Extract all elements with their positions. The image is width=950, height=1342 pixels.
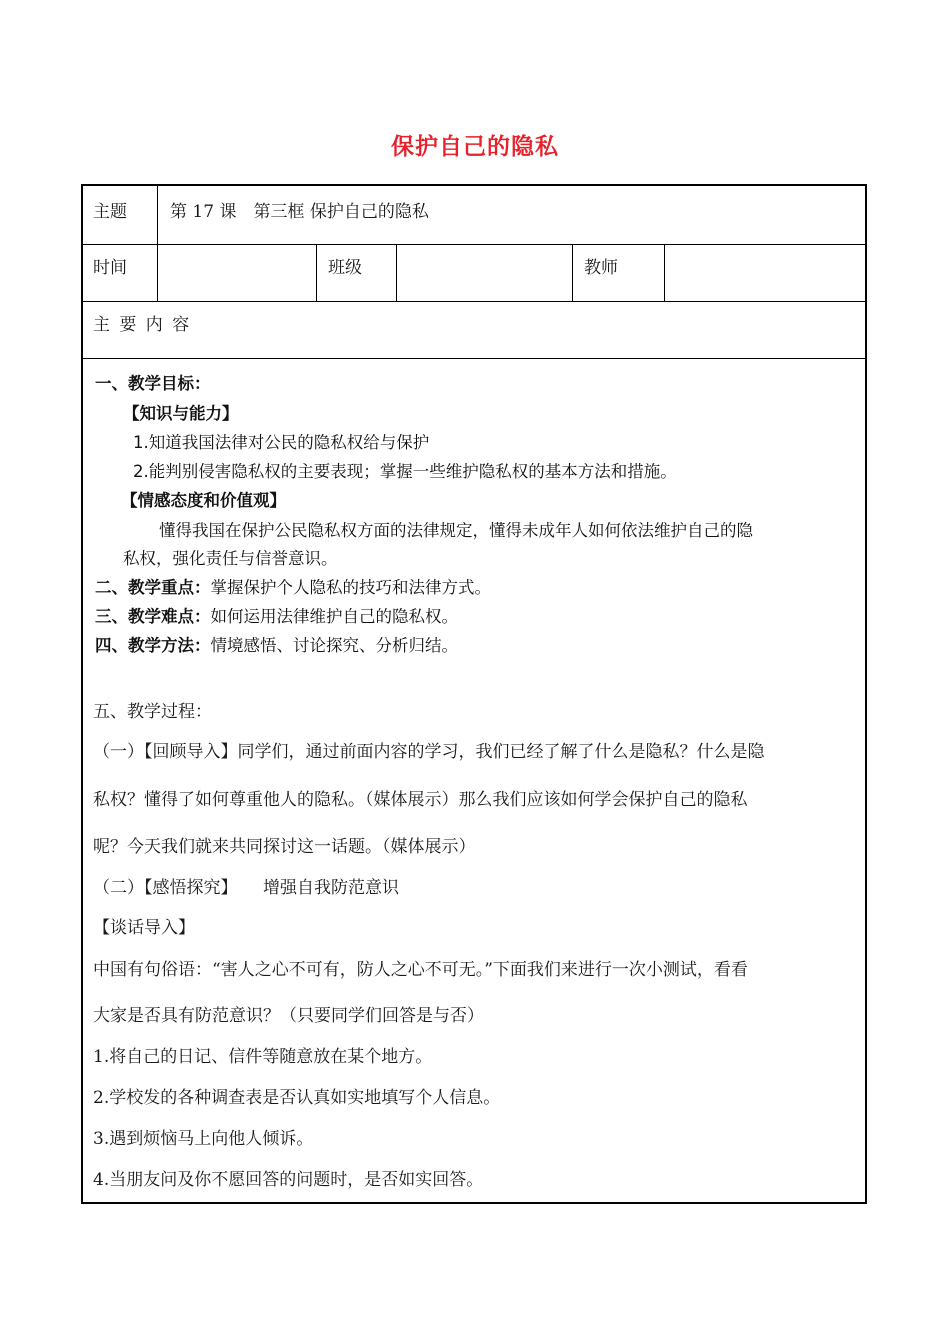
emotion-text: 懂得我国在保护公民隐私权方面的法律规定，懂得未成年人如何依法维护自己的隐: [159, 521, 753, 540]
document-title: 保护自己的隐私: [391, 134, 559, 160]
knowledge-heading: 【知识与能力】: [123, 404, 239, 423]
process-heading: 五、教学过程：: [93, 702, 212, 722]
table-divider: [316, 244, 317, 302]
topic-label: 主题: [93, 202, 127, 222]
section-heading: （二）【感悟探究】 增强自我防范意识: [93, 878, 399, 898]
table-divider: [396, 244, 397, 302]
table-divider: [81, 244, 867, 245]
objectives-heading: 一、教学目标：: [95, 374, 211, 393]
emotion-heading: 【情感态度和价值观】: [121, 491, 286, 510]
class-label: 班级: [328, 258, 362, 278]
time-label: 时间: [93, 258, 127, 278]
difficulty-label: 三、教学难点：: [95, 607, 211, 626]
table-divider: [157, 184, 158, 302]
table-divider: [81, 358, 867, 359]
paragraph-line: 大家是否具有防范意识？（只要同学们回答是与否）: [93, 1006, 484, 1026]
topic-value: 第 17 课 第三框 保护自己的隐私: [170, 202, 429, 222]
section-heading: 【谈话导入】: [93, 918, 195, 938]
knowledge-item: 2.能判别侵害隐私权的主要表现；掌握一些维护隐私权的基本方法和措施。: [133, 462, 677, 481]
table-divider: [664, 244, 665, 302]
list-item: 1.将自己的日记、信件等随意放在某个地方。: [93, 1047, 433, 1067]
paragraph-line: 中国有句俗语：“害人之心不可有，防人之心不可无。”下面我们来进行一次小测试，看看: [93, 960, 748, 980]
table-divider: [81, 301, 867, 302]
paragraph-line: 呢？今天我们就来共同探讨这一话题。（媒体展示）: [93, 837, 476, 857]
method-text: 情境感悟、讨论探究、分析归结。: [210, 636, 458, 655]
main-content-label: 主 要 内 容: [93, 315, 192, 335]
teacher-label: 教师: [584, 258, 618, 278]
paragraph-line: （一）【回顾导入】同学们，通过前面内容的学习，我们已经了解了什么是隐私？什么是隐: [93, 742, 765, 762]
method-label: 四、教学方法：: [95, 636, 211, 655]
list-item: 4.当朋友问及你不愿回答的问题时，是否如实回答。: [93, 1170, 484, 1190]
key-points-text: 掌握保护个人隐私的技巧和法律方式。: [210, 578, 491, 597]
list-item: 2.学校发的各种调查表是否认真如实地填写个人信息。: [93, 1088, 501, 1108]
paragraph-line: 私权？懂得了如何尊重他人的隐私。（媒体展示）那么我们应该如何学会保护自己的隐私: [93, 790, 748, 810]
knowledge-item: 1.知道我国法律对公民的隐私权给与保护: [133, 433, 430, 452]
difficulty-text: 如何运用法律维护自己的隐私权。: [210, 607, 458, 626]
table-divider: [572, 244, 573, 302]
list-item: 3.遇到烦恼马上向他人倾诉。: [93, 1129, 314, 1149]
key-points-label: 二、教学重点：: [95, 578, 211, 597]
emotion-text: 私权，强化责任与信誉意识。: [123, 549, 338, 568]
